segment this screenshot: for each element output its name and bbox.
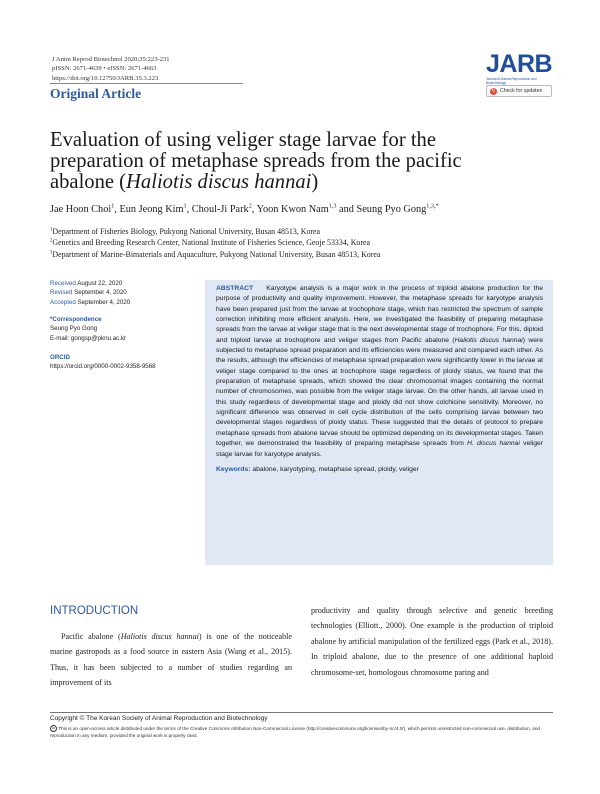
keywords-list: abalone, karyotyping, metaphase spread, ploidy, veliger bbox=[252, 465, 419, 473]
author: Seung Pyo Gong bbox=[356, 204, 427, 215]
affiliation-item: $^2$Genetics and Breeding Research Center, National Institute of Fisheries Science, Geoje 53334, Korea bbox=[50, 238, 370, 248]
accepted-date: Accepted September 4, 2020 bbox=[50, 298, 131, 306]
author-sep: , bbox=[186, 204, 192, 215]
doi-link[interactable]: https://doi.org/10.12750/JARB.35.3.223 bbox=[52, 74, 159, 82]
author: Jae Hoon Choi bbox=[50, 204, 112, 215]
logo-subtitle: Journal of Animal Reproduction and Biotechnology bbox=[486, 77, 537, 85]
affiliation-item: $^1$Department of Fisheries Biology, Pukyong National University, Busan 48513, Korea bbox=[50, 227, 321, 236]
title-suffix: ) bbox=[311, 171, 319, 193]
intro-right-column: productivity and quality through selective and genetic breeding technologies (Elliott., 2000). One example is the production of triploid abalone by artificial manipulation of the fertilized eggs (Park et al., 2018). In triploid abalone, due to the presence of one additional haploid chromosome-set, homologous chromosome paring and bbox=[311, 606, 553, 677]
article-dates bbox=[50, 279, 130, 307]
author: Choul-Ji Park bbox=[191, 204, 249, 215]
check-updates-label: Check for updates bbox=[500, 88, 543, 94]
orcid-link[interactable]: https://orcid.org/0000-0002-9358-9568 bbox=[50, 363, 156, 371]
logo-text: JARB bbox=[486, 50, 553, 78]
abstract-text: ABSTRACT Karyotype analysis is a major work in the process of triploid abalone production for the purpose of productivity and quality improvement. However, the metaphase spreads for karyotype analysis have been prepared just from the larvae at trochophore stage, which has restricted the spectrum of sample correction inhibiting more efficient analysis. Here, we investigated the feasibility of preparing metaphase spreads from the larvae at veliger stage that is the next developmental stage of trochophore. For this, diploid and triploid larvae at trochophore and veliger stages from Pacific abalone (Haliotis discus hannai) were subjected to metaphase spread preparation and its efficiencies were measured and compared each other. As the results, although the efficiencies of metaphase spread preparation were significantly lower in the larvae at veliger stage compared to the ones at trochophore stage regardless of ploidy status, we found that the preparation of metaphase spreads, which showed the clear chromosomal images containing the normal number of chromosomes, was possible from the veliger stage larvae. On the other hands, all larvae used in this study regardless of developmental stage and ploidy did not show colchicine sensitivity. Moreover, no significant difference was observed in cell cycle distribution of the cells comprising larvae between two developmental stages regardless of ploidy status. These suggested that the details of protocol to prepare metaphase spreads from abalone larvae should be optimized depending on its developmental stages. Taken together, we demonstrated the feasibility of preparing metaphase spreads from H. discus hannai veliger stage larvae for karyotype analysis. bbox=[216, 285, 543, 458]
introduction-heading: INTRODUCTION bbox=[50, 605, 139, 617]
keywords-label: Keywords: bbox=[216, 465, 251, 473]
article-type: Original Article bbox=[50, 86, 142, 101]
author-sep: , bbox=[251, 204, 257, 215]
author-sup: 1 bbox=[111, 202, 115, 210]
correspondence-email[interactable]: E-mail: gongsp@pknu.ac.kr bbox=[50, 334, 127, 342]
footer-rule bbox=[50, 712, 553, 713]
author-sep: , bbox=[114, 204, 120, 215]
author-sup: 1 bbox=[183, 202, 187, 210]
header-rule bbox=[50, 83, 243, 84]
author-sup: 1,3 bbox=[328, 202, 337, 210]
affiliation-item: $^3$Department of Marine-Bimaterials and Aquaculture, Pukyong National University, Busan 48513, Korea bbox=[50, 249, 381, 259]
orcid-block bbox=[50, 353, 156, 372]
orcid-label: ORCID bbox=[50, 354, 70, 361]
journal-meta bbox=[52, 55, 170, 83]
author-list bbox=[50, 204, 439, 215]
received-date: Received August 22, 2020 bbox=[50, 280, 123, 287]
keywords bbox=[216, 466, 543, 473]
title-line-2: preparation of metaphase spreads from the pacific bbox=[50, 150, 462, 172]
license-note: cc This is an open-access article distributed under the terms of the Creative Commons Attribution Non-Commercial License (http://creativecommons.org/licenses/by-nc/4.0/), which permits unrestricted non-commercial use, distribution, and reproduction in any medium, provided the original work is properly cited. bbox=[50, 726, 541, 739]
title-line-3 bbox=[50, 172, 570, 193]
refresh-badge-icon: ↻ bbox=[491, 87, 496, 94]
abstract-box bbox=[205, 280, 553, 565]
issn: pISSN: 2671-4639 • eISSN: 2671-4663 bbox=[52, 65, 157, 73]
author: Eun Jeong Kim bbox=[119, 204, 184, 215]
copyright: Copyright © The Korean Society of Animal Reproduction and Biotechnology bbox=[50, 715, 268, 722]
author-sep: and bbox=[336, 204, 357, 215]
correspondence-label: *Correspondence bbox=[50, 316, 102, 323]
journal-citation: J Anim Reprod Biotechnol 2020;35:223-231 bbox=[52, 56, 170, 63]
intro-left-column: Pacific abalone (Haliotis discus hannai) is one of the noticeable marine gastropods as a food source in eastern Asia (Wang et al., 2015). Thus, it has been subjected to a number of studies regarding an improvement of its bbox=[50, 632, 292, 688]
journal-logo bbox=[486, 52, 552, 85]
revised-date: Revised September 4, 2020 bbox=[50, 289, 127, 297]
affiliations bbox=[50, 226, 380, 260]
correspondence-name: Seung Pyo Gong bbox=[50, 325, 98, 333]
title-prefix: abalone ( bbox=[50, 171, 127, 193]
author: Yoon Kwon Nam bbox=[256, 204, 329, 215]
author-sup: 2 bbox=[248, 202, 252, 210]
title-species: Haliotis discus hannai bbox=[126, 171, 312, 193]
abstract-label: ABSTRACT bbox=[216, 285, 254, 292]
author-sup: 1,3,* bbox=[426, 202, 439, 210]
check-for-updates-button[interactable] bbox=[486, 85, 552, 97]
title-line-1: Evaluation of using veliger stage larvae for the bbox=[50, 129, 436, 151]
correspondence bbox=[50, 315, 126, 343]
article-title bbox=[50, 130, 570, 193]
cc-license-icon: cc bbox=[51, 726, 56, 731]
